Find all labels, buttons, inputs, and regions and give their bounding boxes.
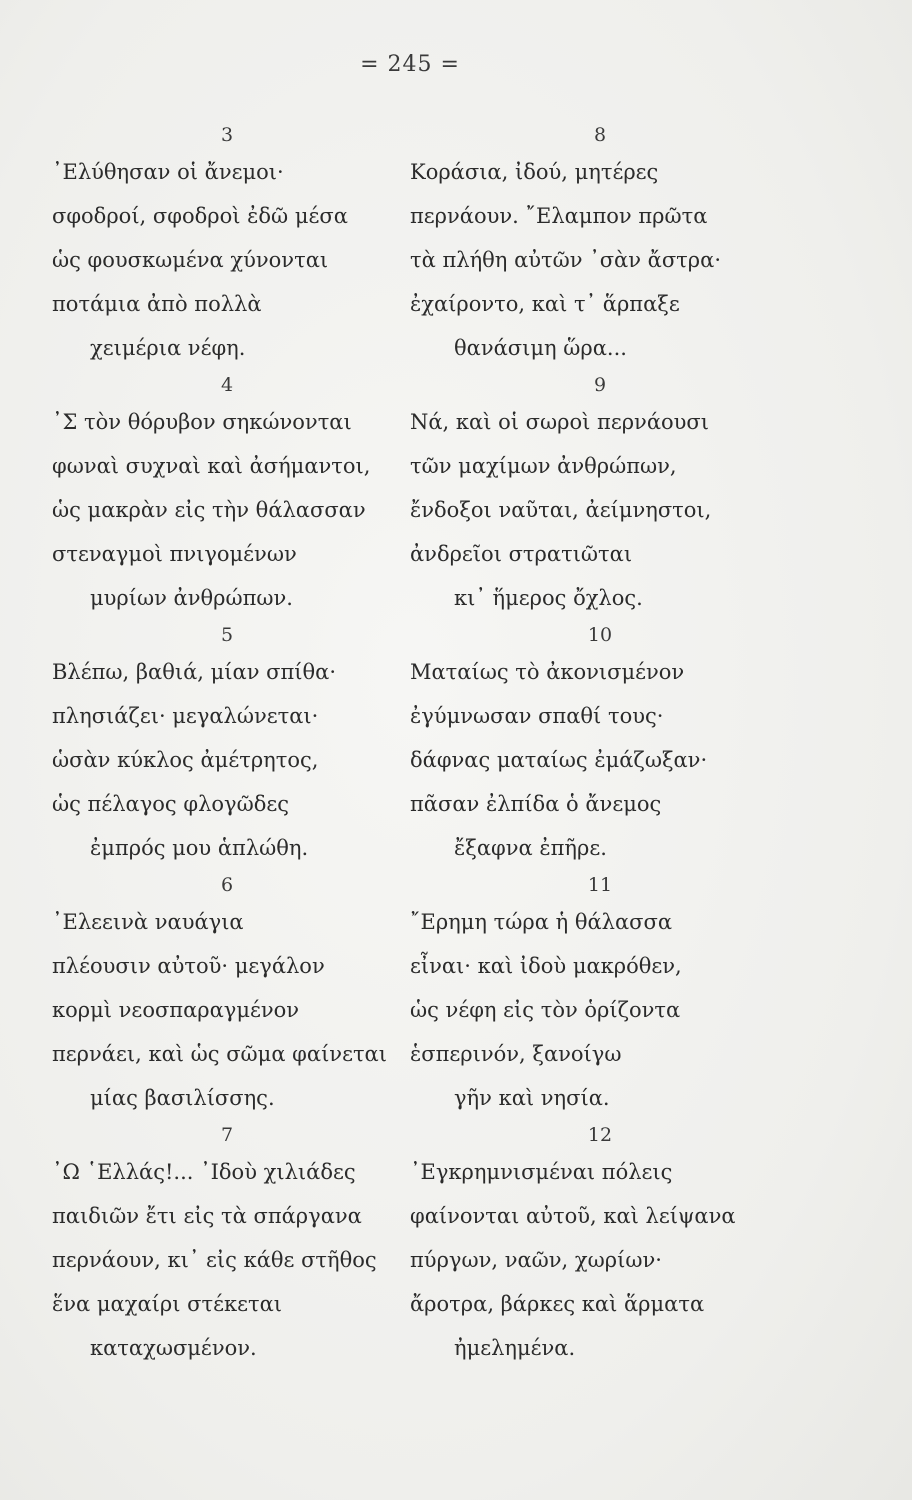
stanza-number: 11 <box>587 874 613 896</box>
verse-line: σφοδροί, σφοδροὶ ἐδῶ μέσα <box>52 204 348 228</box>
verse-line: δάφνας ματαίως ἐμάζωξαν· <box>410 748 708 772</box>
verse-line: ἕνα μαχαίρι στέκεται <box>52 1292 282 1316</box>
verse-line: Νά, καὶ οἱ σωροὶ περνάουσι <box>410 410 709 434</box>
verse-line: μίας βασιλίσσης. <box>90 1086 275 1110</box>
verse-line: χειμέρια νέφη. <box>90 336 246 360</box>
verse-line: Κοράσια, ἰδού, μητέρες <box>410 160 659 184</box>
verse-line: ῎Ερημη τώρα ἡ θάλασσα <box>410 910 673 934</box>
verse-line: πύργων, ναῶν, χωρίων· <box>410 1248 662 1272</box>
verse-line: ᾿Ελύθησαν οἱ ἄνεμοι· <box>52 160 284 184</box>
verse-line: φωναὶ συχναὶ καὶ ἀσήμαντοι, <box>52 454 371 478</box>
stanza <box>410 370 790 620</box>
verse-line: πᾶσαν ἐλπίδα ὁ ἄνεμος <box>410 792 662 816</box>
stanza-number: 12 <box>587 1124 613 1146</box>
verse-line: Βλέπω, βαθιά, μίαν σπίθα· <box>52 660 337 684</box>
verse-line: φαίνονται αὐτοῦ, καὶ λείψανα <box>410 1204 736 1228</box>
stanza-number: 7 <box>220 1124 234 1146</box>
page-number: = 245 = <box>360 52 460 77</box>
left-column <box>52 120 412 1370</box>
verse-line: ᾿Ελεεινὰ ναυάγια <box>52 910 244 934</box>
verse-line: πλέουσιν αὐτοῦ· μεγάλον <box>52 954 325 978</box>
verse-line: ὡς νέφη εἰς τὸν ὁρίζοντα <box>410 998 681 1022</box>
verse-line: ἄροτρα, βάρκες καὶ ἅρματα <box>410 1292 705 1316</box>
verse-line: θανάσιμη ὥρα... <box>454 336 627 360</box>
stanza-number: 3 <box>220 124 234 146</box>
verse-line: ᾿Εγκρημνισμέναι πόλεις <box>410 1160 673 1184</box>
stanza-number: 6 <box>220 874 234 896</box>
stanza <box>410 120 790 370</box>
stanza <box>52 870 412 1120</box>
stanza-number: 8 <box>593 124 607 146</box>
verse-line: ὡς μακρὰν εἰς τὴν θάλασσαν <box>52 498 366 522</box>
verse-line: ᾿Σ τὸν θόρυβον σηκώνονται <box>52 410 352 434</box>
verse-line: καταχωσμένον. <box>90 1336 257 1360</box>
verse-line: εἶναι· καὶ ἰδοὺ μακρόθεν, <box>410 954 682 978</box>
verse-line: στεναγμοὶ πνιγομένων <box>52 542 297 566</box>
verse-line: ὡσὰν κύκλος ἀμέτρητος, <box>52 748 319 772</box>
verse-line: ἀνδρεῖοι στρατιῶται <box>410 542 633 566</box>
verse-line: ἐγύμνωσαν σπαθί τους· <box>410 704 664 728</box>
verse-line: ἠμελημένα. <box>454 1336 576 1360</box>
verse-line: ὡς φουσκωμένα χύνονται <box>52 248 329 272</box>
stanza <box>52 1120 412 1370</box>
verse-line: Ματαίως τὸ ἀκονισμένον <box>410 660 685 684</box>
verse-line: ἑσπερινόν, ξανοίγω <box>410 1042 622 1066</box>
verse-line: περνάει, καὶ ὡς σῶμα φαίνεται <box>52 1042 387 1066</box>
verse-line: τὰ πλήθη αὐτῶν ᾿σὰν ἄστρα· <box>410 248 721 272</box>
stanza <box>52 620 412 870</box>
verse-line: ἐχαίροντο, καὶ τ᾿ ἅρπαξε <box>410 292 680 316</box>
stanza <box>52 120 412 370</box>
stanza <box>410 620 790 870</box>
stanza-number: 5 <box>220 624 234 646</box>
verse-line: περνάουν, κι᾿ εἰς κάθε στῆθος <box>52 1248 377 1272</box>
verse-line: ὡς πέλαγος φλογῶδες <box>52 792 289 816</box>
verse-line: ποτάμια ἀπὸ πολλὰ <box>52 292 262 316</box>
verse-line: ἐμπρός μου ἁπλώθη. <box>90 836 309 860</box>
verse-line: μυρίων ἀνθρώπων. <box>90 586 293 610</box>
verse-line: ἔξαφνα ἐπῆρε. <box>454 836 607 860</box>
verse-line: πλησιάζει· μεγαλώνεται· <box>52 704 319 728</box>
verse-line: κορμὶ νεοσπαραγμένον <box>52 998 300 1022</box>
verse-line: κι᾿ ἥμερος ὄχλος. <box>454 586 643 610</box>
verse-line: τῶν μαχίμων ἀνθρώπων, <box>410 454 677 478</box>
stanza-number: 9 <box>593 374 607 396</box>
stanza <box>410 1120 790 1370</box>
verse-line: παιδιῶν ἔτι εἰς τὰ σπάργανα <box>52 1204 362 1228</box>
stanza <box>52 370 412 620</box>
stanza <box>410 870 790 1120</box>
stanza-number: 4 <box>220 374 234 396</box>
verse-line: γῆν καὶ νησία. <box>454 1086 610 1110</box>
verse-line: ἔνδοξοι ναῦται, ἀείμνηστοι, <box>410 498 712 522</box>
right-column <box>410 120 790 1370</box>
stanza-number: 10 <box>587 624 613 646</box>
verse-line: περνάουν. ῎Ελαμπον πρῶτα <box>410 204 708 228</box>
verse-line: ᾿Ω ῾Ελλάς!... ᾿Ιδοὺ χιλιάδες <box>52 1160 356 1184</box>
